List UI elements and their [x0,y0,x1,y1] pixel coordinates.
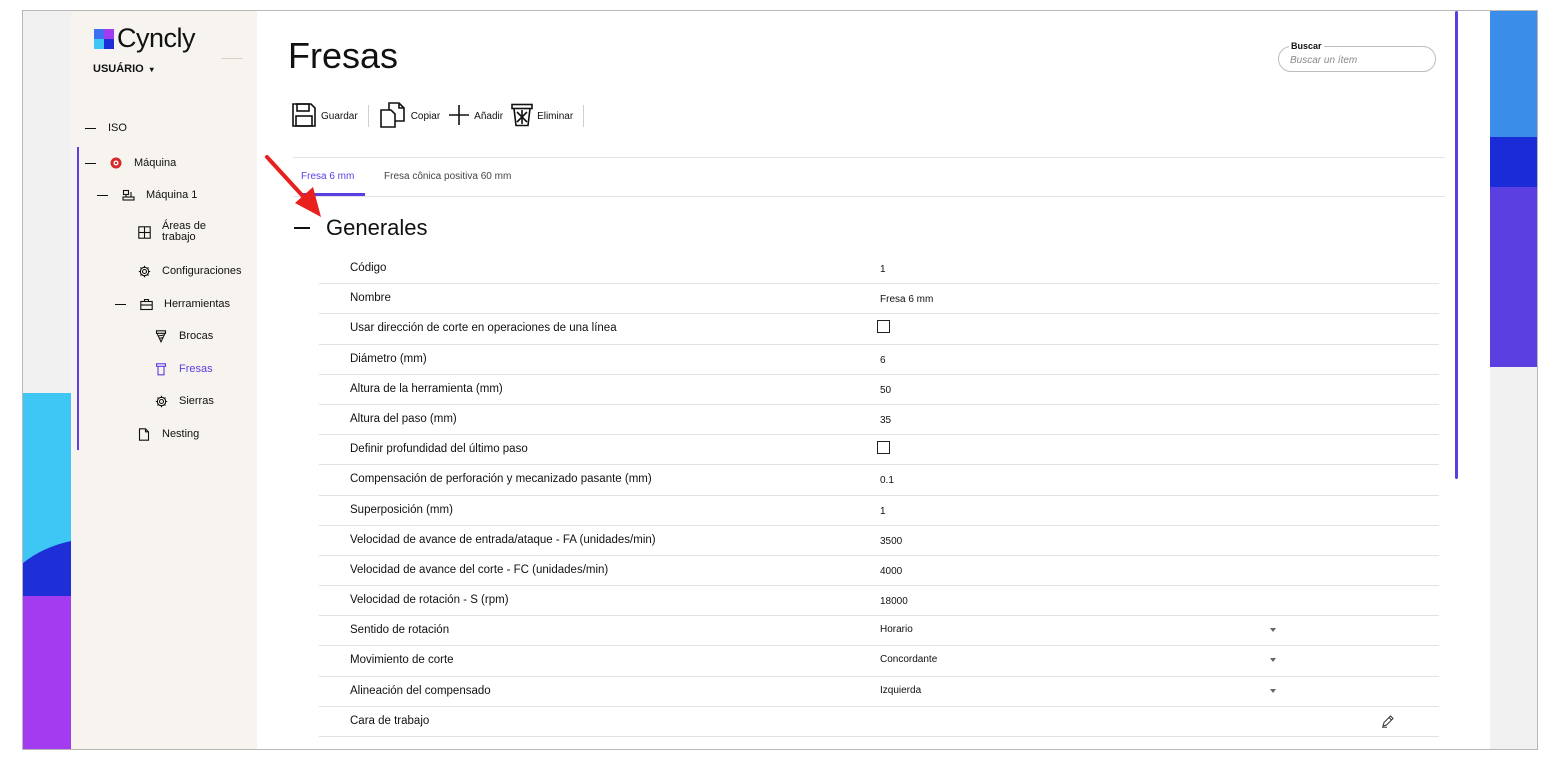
property-label: Cara de trabajo [350,714,430,727]
collapse-icon [115,304,126,305]
decorative-background-left [23,11,71,750]
property-label: Movimiento de corte [350,654,454,667]
delete-button[interactable] [511,103,573,130]
add-label: Añadir [474,110,504,122]
toolbar-divider [368,105,369,127]
property-label: Velocidad de rotación - S (rpm) [350,594,509,607]
property-row [319,616,1439,646]
grid-icon [136,224,152,240]
sidebar-item-label: Sierras [179,395,214,407]
dropdown-arrow-icon[interactable] [1270,658,1276,662]
dropdown-arrow-icon[interactable] [1270,689,1276,693]
toolbar-divider [583,105,584,127]
property-label: Diámetro (mm) [350,352,427,365]
collapse-icon [97,195,108,196]
sidebar-item-label: ISO [108,122,127,134]
property-value[interactable]: 1 [880,264,886,275]
sidebar-item-sierras[interactable] [153,393,214,409]
sidebar-item-label-line1: Áreas de [162,220,207,232]
divider [221,58,243,59]
logo-mark-icon [94,29,114,49]
property-row [319,284,1439,314]
search-label: Buscar [1291,41,1322,51]
copy-button[interactable] [379,102,440,131]
sidebar-item-areas-de-trabajo[interactable] [136,221,206,243]
sidebar-item-label [162,221,206,243]
scrollbar[interactable] [1455,11,1458,479]
gear-icon [153,393,169,409]
property-label: Altura del paso (mm) [350,412,457,425]
divider [293,196,1445,197]
router-bit-icon [153,361,169,377]
save-label: Guardar [321,110,358,122]
tab-fresa-conica-positiva-60-mm[interactable]: Fresa cônica positiva 60 mm [384,171,512,182]
property-value[interactable]: 3500 [880,535,903,547]
divider [293,157,1445,158]
edit-pencil-icon[interactable] [1381,715,1394,733]
property-label: Nombre [350,292,391,305]
sidebar-item-nesting[interactable] [136,426,199,442]
plus-icon [448,104,470,129]
document-icon [136,426,152,442]
sidebar-item-maquina-1[interactable] [97,187,197,203]
app-window [22,10,1538,750]
gear-icon [136,263,152,279]
property-select[interactable]: Izquierda [880,684,922,696]
property-row [319,375,1439,405]
user-menu[interactable] [93,63,154,75]
collapse-icon [85,163,96,164]
property-label: Compensación de perforación y mecanizado pasante (mm) [350,473,652,486]
property-checkbox[interactable] [877,441,890,454]
sidebar-item-herramientas[interactable] [115,296,230,312]
sidebar-item-label: Configuraciones [162,265,242,277]
logo [94,23,195,54]
property-row [319,707,1439,737]
property-value[interactable]: 0.1 [880,475,894,487]
dropdown-arrow-icon[interactable] [1270,628,1276,632]
property-grid [319,254,1439,737]
property-select[interactable]: Concordante [880,654,938,666]
property-checkbox[interactable] [877,320,890,333]
cnc-machine-icon [120,187,136,203]
sidebar-item-maquina[interactable] [85,155,176,171]
copy-icon [379,102,407,131]
property-label: Sentido de rotación [350,624,450,637]
sidebar-item-configuraciones[interactable] [136,263,242,279]
sidebar-item-label: Máquina 1 [146,189,198,201]
sidebar-item-fresas[interactable] [153,361,213,377]
sidebar-item-iso[interactable] [85,122,127,134]
save-icon [291,102,317,131]
save-button[interactable] [291,102,358,131]
delete-label: Eliminar [537,110,574,122]
property-row [319,496,1439,526]
property-label: Definir profundidad del último paso [350,443,528,456]
trash-icon [511,103,533,130]
tree-active-branch-line [77,147,79,450]
tab-fresa-6-mm[interactable]: Fresa 6 mm [301,171,355,182]
property-row [319,254,1439,284]
sidebar-item-label-line2: trabajo [162,231,196,243]
property-label: Usar dirección de corte en operaciones de una línea [350,322,617,335]
property-select[interactable]: Horario [880,624,913,636]
property-label: Alineación del compensado [350,684,491,697]
machine-badge-icon [108,155,124,171]
drill-bit-icon [153,328,169,344]
property-row [319,586,1439,616]
property-value[interactable]: 6 [880,354,886,366]
property-value[interactable]: 35 [880,414,892,426]
sidebar-item-brocas[interactable] [153,328,213,344]
page-title: Fresas [288,35,399,76]
sidebar-item-label: Herramientas [164,298,231,310]
property-row [319,314,1439,344]
sidebar-item-label: Brocas [179,330,214,342]
copy-label: Copiar [410,110,441,122]
property-row [319,345,1439,375]
toolbox-icon [138,296,154,312]
property-row [319,556,1439,586]
toolbar [291,101,594,131]
property-row [319,405,1439,435]
property-label: Velocidad de avance de entrada/ataque - FA (unidades/min) [350,533,656,546]
decorative-background-right [1490,11,1538,750]
collapse-icon [85,128,96,129]
property-row [319,526,1439,556]
property-row [319,465,1439,495]
collapse-icon [294,227,310,229]
property-value[interactable]: Fresa 6 mm [880,294,934,306]
property-row [319,435,1439,465]
property-label: Código [350,262,387,274]
property-value[interactable]: 1 [880,505,886,517]
user-menu-label: USUÁRIO [93,63,144,75]
property-value[interactable]: 4000 [880,565,903,577]
sidebar-item-label: Nesting [162,428,200,440]
property-label: Velocidad de avance del corte - FC (unidades/min) [350,563,609,576]
property-row [319,646,1439,676]
section-title: Generales [326,215,428,240]
sidebar-item-label: Máquina [134,157,177,169]
property-label: Superposición (mm) [350,503,453,516]
annotation-arrow-icon [261,151,327,221]
search-field[interactable] [1278,41,1436,72]
property-value[interactable]: 50 [880,384,892,396]
add-button[interactable] [448,104,503,129]
search-input[interactable] [1290,55,1420,66]
property-label: Altura de la herramienta (mm) [350,382,503,395]
logo-text: Cyncly [117,23,196,53]
chevron-down-icon: ▾ [149,64,154,74]
sidebar [71,11,257,750]
property-value[interactable]: 18000 [880,596,908,608]
sidebar-item-label: Fresas [179,363,213,375]
property-row [319,677,1439,707]
